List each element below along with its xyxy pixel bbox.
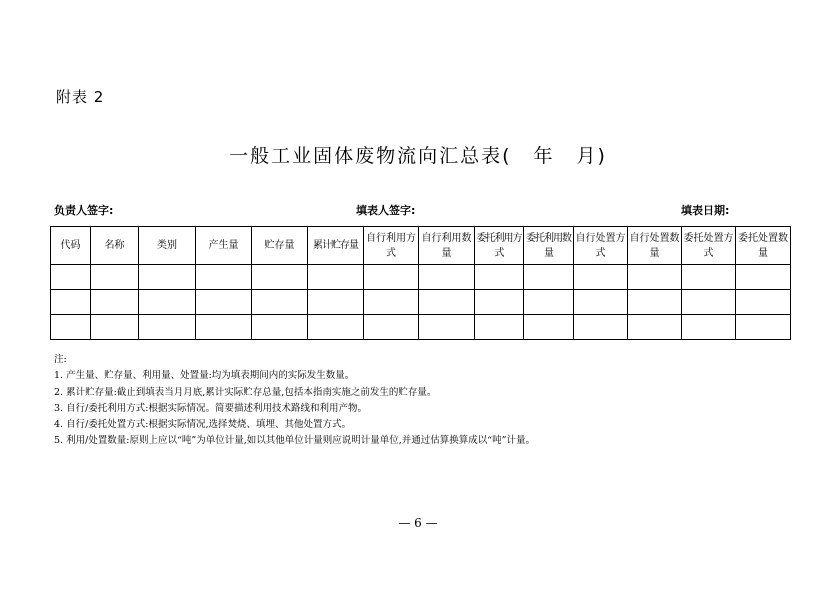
header-self-use-method: 自行利用方式	[364, 227, 419, 265]
fill-date-label: 填表日期:	[681, 204, 730, 217]
header-self-disposal-amount: 自行处置数量	[628, 227, 682, 265]
table-cell	[574, 290, 628, 315]
header-name: 名称	[91, 227, 139, 265]
table-cell	[51, 315, 91, 340]
table-row	[51, 265, 791, 290]
table-cell	[139, 315, 196, 340]
table-cell	[252, 290, 308, 315]
table-cell	[196, 315, 252, 340]
table-cell	[736, 290, 791, 315]
table-cell	[51, 290, 91, 315]
header-self-disposal-method: 自行处置方式	[574, 227, 628, 265]
table-cell	[419, 290, 475, 315]
table-cell	[574, 265, 628, 290]
table-cell	[628, 265, 682, 290]
table-row	[51, 315, 791, 340]
page-number: — 6 —	[398, 516, 438, 530]
header-code: 代码	[51, 227, 91, 265]
filler-signature-label: 填表人签字:	[356, 204, 416, 217]
table-cell	[364, 315, 419, 340]
header-entrusted-disposal-amount: 委托处置数量	[736, 227, 791, 265]
notes-heading: 注:	[54, 354, 67, 365]
table-cell	[308, 265, 364, 290]
document-title	[0, 141, 836, 168]
table-cell	[628, 290, 682, 315]
table-cell	[252, 315, 308, 340]
table-cell	[524, 265, 574, 290]
responsible-signature-label: 负责人签字:	[54, 204, 114, 217]
table-cell	[51, 265, 91, 290]
header-cumulative-stored: 累计贮存量	[308, 227, 364, 265]
header-self-use-amount: 自行利用数量	[419, 227, 475, 265]
table-cell	[475, 315, 524, 340]
table-cell	[252, 265, 308, 290]
header-stored-amount: 贮存量	[252, 227, 308, 265]
table-cell	[524, 315, 574, 340]
table-cell	[682, 265, 736, 290]
title-year: 年	[533, 145, 555, 167]
appendix-label: 附表 2	[56, 88, 105, 106]
table-cell	[419, 265, 475, 290]
table-cell	[736, 265, 791, 290]
table-cell	[628, 315, 682, 340]
table-header-row	[51, 227, 791, 265]
table-cell	[682, 315, 736, 340]
table-cell	[475, 265, 524, 290]
table-cell	[139, 265, 196, 290]
table-cell	[574, 315, 628, 340]
table-cell	[196, 265, 252, 290]
table-cell	[364, 265, 419, 290]
title-month: 月)	[576, 145, 607, 167]
note-item: 1. 产生量、贮存量、利用量、处置量:均为填表期间内的实际发生数量。	[54, 370, 355, 382]
table-cell	[139, 290, 196, 315]
table-cell	[91, 265, 139, 290]
table-cell	[308, 315, 364, 340]
notes-section	[54, 352, 535, 450]
header-entrusted-use-amount: 委托利用数量	[524, 227, 574, 265]
table-cell	[419, 315, 475, 340]
header-entrusted-use-method: 委托利用方式	[475, 227, 524, 265]
table-cell	[196, 290, 252, 315]
table-cell	[364, 290, 419, 315]
note-item: 4. 自行/委托处置方式:根据实际情况,选择焚烧、填埋、其他处置方式。	[54, 419, 352, 431]
header-entrusted-disposal-method: 委托处置方式	[682, 227, 736, 265]
header-category: 类别	[139, 227, 196, 265]
table-cell	[91, 290, 139, 315]
header-generated-amount: 产生量	[196, 227, 252, 265]
note-item: 3. 自行/委托利用方式:根据实际情况。简要描述利用技术路线和利用产物。	[54, 402, 367, 414]
table-cell	[475, 290, 524, 315]
table-cell	[682, 290, 736, 315]
table-cell	[91, 315, 139, 340]
title-main: 一般工业固体废物流向汇总表(	[229, 145, 512, 167]
waste-summary-table	[50, 226, 791, 340]
table-row	[51, 290, 791, 315]
table-cell	[308, 290, 364, 315]
table-cell	[736, 315, 791, 340]
table-cell	[524, 290, 574, 315]
note-item: 2. 累计贮存量:截止到填表当月月底,累计实际贮存总量,包括本指南实施之前发生的贮存量。	[54, 386, 437, 398]
note-item: 5. 利用/处置数量:原则上应以“吨”为单位计量,如以其他单位计量则应说明计量单位,并通过估算换算成以“吨”计量。	[54, 435, 535, 447]
